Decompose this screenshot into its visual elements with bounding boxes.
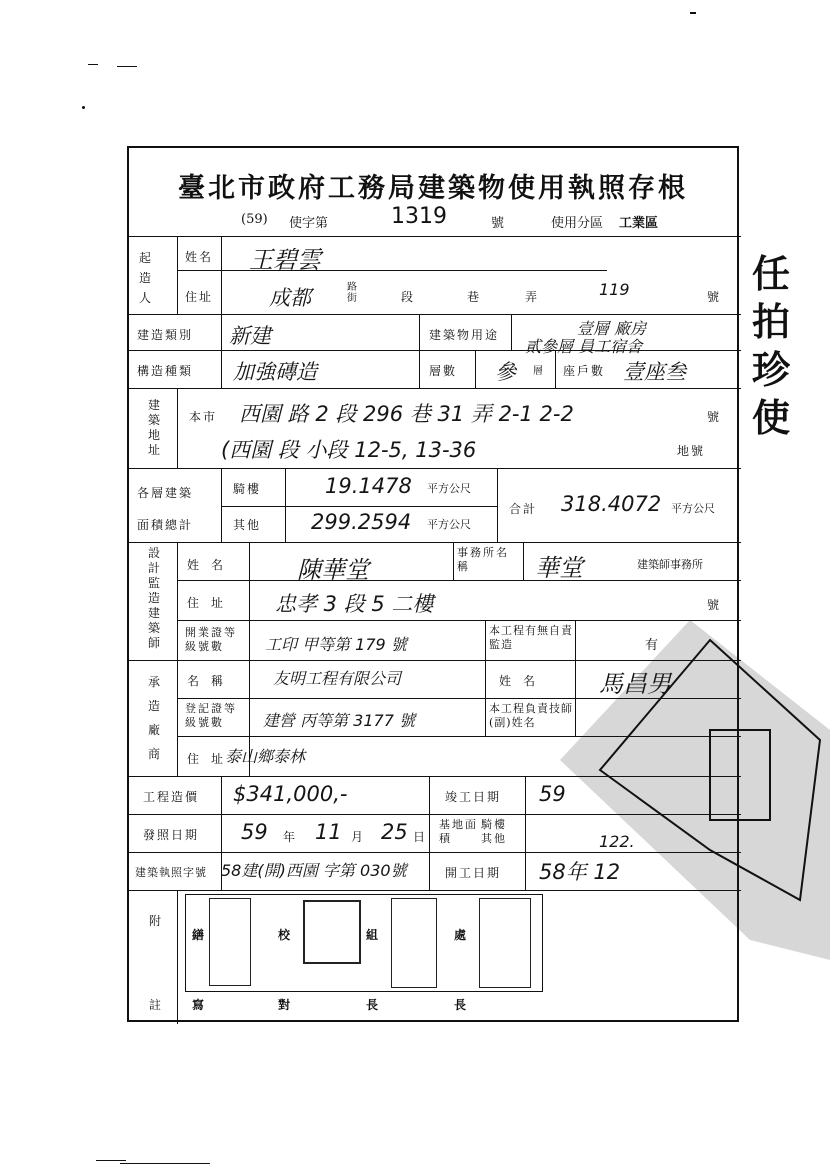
section-label: 段	[401, 290, 416, 304]
architect-cert: 工印 甲等第 179 號	[265, 635, 407, 654]
city-label: 本市	[189, 410, 218, 424]
designer-label: 設 計 監 造 建 築 師	[147, 546, 160, 650]
land-number-label: 地號	[677, 444, 706, 458]
company-address-label: 住址	[187, 752, 236, 766]
completion-value: 59	[539, 782, 566, 806]
company-address: 泰山鄉泰林	[225, 747, 306, 766]
build-type-label: 建造類別	[137, 328, 194, 342]
cost-value: $341,000,-	[233, 782, 348, 806]
license-number: 1319	[391, 204, 447, 229]
applicant-label: 起 造 人	[139, 251, 152, 305]
scan-speck	[96, 1160, 126, 1161]
site-area-label: 基地面積	[439, 818, 478, 845]
issue-month: 11	[315, 820, 342, 844]
approval-director: 處長	[453, 928, 466, 1012]
floors-value: 參	[495, 360, 516, 384]
remarks-label-2: 註	[149, 998, 164, 1012]
seal-stamp	[391, 898, 437, 988]
issue-day-unit: 日	[413, 830, 428, 844]
seal-stamp	[303, 900, 361, 964]
office-name: 華堂	[535, 554, 583, 582]
applicant-name: 王碧雲	[249, 246, 321, 274]
scan-speck	[690, 12, 696, 14]
overlapping-stamp	[560, 600, 830, 960]
total-label: 合計	[509, 502, 538, 516]
no-label: 號	[707, 290, 722, 304]
tech-name-label: 姓名	[499, 674, 548, 688]
reg-label: 登記證等級號數	[185, 702, 237, 729]
alley-label: 弄	[525, 290, 540, 304]
floors-label: 層數	[429, 364, 458, 378]
households-value: 壹座叁	[623, 360, 686, 384]
name-label: 姓名	[185, 250, 214, 264]
arch-no-label: 號	[707, 598, 722, 612]
issue-day: 25	[381, 820, 408, 844]
households-label: 座戶數	[563, 364, 606, 378]
location-label: 建 築 地 址	[147, 398, 160, 457]
architect-address: 忠孝 3 段 5 二樓	[275, 592, 434, 616]
contractor-label: 承 造 廠 商	[147, 675, 160, 761]
other-area: 299.2594	[311, 510, 412, 534]
seal-stamp	[479, 898, 531, 988]
issue-year: 59	[241, 820, 268, 844]
structure-value: 加強磚造	[233, 360, 317, 384]
arcade-area: 19.1478	[325, 474, 412, 498]
site-area-sub: 騎樓 其他	[481, 818, 507, 845]
site-land: (西園 段 小段 12-5, 13-36	[221, 438, 477, 462]
issue-date-label: 發照日期	[143, 828, 200, 842]
other-label: 其他	[233, 518, 262, 532]
build-type-value: 新建	[229, 324, 271, 348]
applicant-road: 成都	[269, 286, 311, 310]
other-unit: 平方公尺	[427, 518, 471, 531]
structure-label: 構造種類	[137, 364, 194, 378]
completion-label: 竣工日期	[445, 790, 502, 804]
lane-label: 巷	[467, 290, 482, 304]
road-label: 路 街	[347, 282, 359, 304]
edge-text: 任 拍 珍 使	[752, 251, 791, 440]
seal-stamp	[209, 898, 251, 986]
site-address: 西園 路 2 段 296 巷 31 弄 2-1 2-2	[239, 402, 574, 426]
area-title-2: 面積總計	[137, 518, 194, 532]
designer-name-label: 姓名	[187, 558, 236, 572]
total-unit: 平方公尺	[671, 502, 715, 515]
license-suffix: 號	[491, 216, 505, 231]
cert-label: 開業證等級號數	[185, 626, 237, 653]
issue-month-unit: 月	[351, 830, 366, 844]
scan-speck	[88, 64, 98, 65]
license-year: (59)	[241, 212, 268, 227]
tech-name: 馬昌男	[599, 670, 671, 698]
form-title: 臺北市政府工務局建築物使用執照存根	[178, 173, 688, 204]
self-check-value: 有	[645, 638, 661, 653]
site-area-value: 122.	[599, 832, 635, 851]
address-label: 住址	[185, 290, 214, 304]
tech-label: 本工程負責技師(副)姓名	[489, 702, 573, 729]
scan-speck	[120, 1163, 210, 1164]
issue-year-unit: 年	[283, 830, 298, 844]
approval-copyist: 繕寫	[191, 928, 204, 1012]
approval-section-chief: 組長	[365, 928, 378, 1012]
floor-unit: 層	[533, 366, 545, 377]
permit-no-label: 建築執照字號	[135, 866, 207, 879]
scan-speck	[117, 66, 137, 67]
arcade-label: 騎樓	[233, 482, 262, 496]
start-date-value: 58年 12	[539, 860, 621, 884]
arcade-unit: 平方公尺	[427, 482, 471, 495]
architect-name: 陳華堂	[297, 556, 369, 584]
area-title-1: 各層建築	[137, 486, 194, 500]
use-floor23: 貳參層 員工宿舍	[525, 337, 643, 356]
company-name-label: 名稱	[187, 674, 236, 688]
designer-address-label: 住址	[187, 596, 236, 610]
use-floor1: 壹層 廠房	[577, 319, 647, 338]
license-prefix: 使字第	[289, 216, 329, 231]
zone-value: 工業區	[619, 216, 659, 231]
self-check-label: 本工程有無自責監造	[489, 624, 573, 651]
cost-label: 工程造價	[143, 790, 200, 804]
approval-proofreader: 校對	[277, 928, 290, 1012]
company-reg: 建營 丙等第 3177 號	[263, 711, 415, 730]
zone-label: 使用分區	[551, 216, 604, 231]
permit-no-value: 58建(開)西園 字第 030號	[221, 861, 407, 880]
company-name: 友明工程有限公司	[273, 669, 402, 688]
remarks-label-1: 附	[149, 914, 164, 928]
start-date-label: 開工日期	[445, 866, 502, 880]
scan-speck	[82, 106, 85, 109]
site-no-label: 號	[707, 410, 722, 424]
build-use-label: 建築物用途	[429, 328, 500, 342]
total-area: 318.4072	[561, 492, 662, 516]
architect-office-label: 建築師事務所	[637, 558, 703, 571]
office-name-label: 事務所名稱	[457, 546, 509, 573]
applicant-no: 119	[599, 280, 630, 299]
